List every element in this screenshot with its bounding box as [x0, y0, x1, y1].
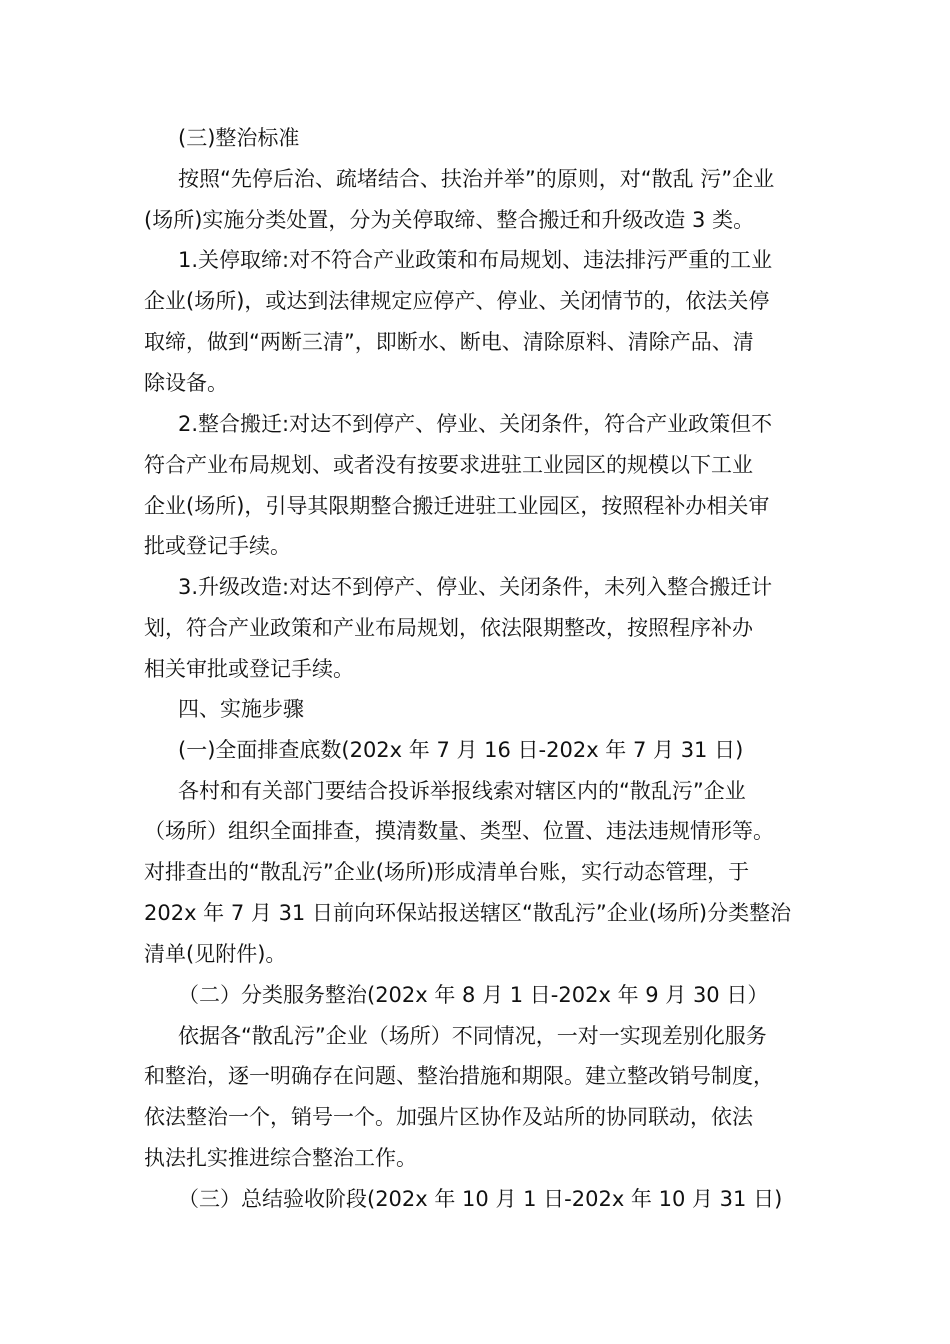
paragraph-line: 按照“先停后治、疏堵结合、扶治并举”的原则，对“散乱 污”企业 — [178, 167, 775, 191]
paragraph-line: 2.整合搬迁:对达不到停产、停业、关闭条件，符合产业政策但不 — [178, 412, 773, 436]
paragraph-line: 3.升级改造:对达不到停产、停业、关闭条件，未列入整合搬迁计 — [178, 575, 773, 599]
section-heading: (一)全面排查底数(202x 年 7 月 16 日-202x 年 7 月 31 日) — [178, 738, 744, 762]
paragraph-line: 取缔，做到“两断三清”，即断水、断电、清除原料、清除产品、清 — [144, 330, 754, 354]
section-heading: （三）总结验收阶段(202x 年 10 月 1 日-202x 年 10 月 31 日) — [178, 1187, 783, 1211]
paragraph-line: (场所)实施分类处置，分为关停取缔、整合搬迁和升级改造 3 类。 — [144, 208, 755, 232]
paragraph-line: 划，符合产业政策和产业布局规划，依法限期整改，按照程序补办 — [144, 616, 753, 640]
paragraph-line: 批或登记手续。 — [144, 534, 291, 558]
paragraph-line: 和整治，逐一明确存在问题、整治措施和期限。建立整改销号制度， — [144, 1064, 774, 1088]
paragraph-line: 202x 年 7 月 31 日前向环保站报送辖区“散乱污”企业(场所)分类整治 — [144, 901, 792, 925]
paragraph-line: 1.关停取缔:对不符合产业政策和布局规划、违法排污严重的工业 — [178, 248, 773, 272]
paragraph-line: 企业(场所)，引导其限期整合搬迁进驻工业园区，按照程补办相关审 — [144, 494, 770, 518]
paragraph-line: 依法整治一个，销号一个。加强片区协作及站所的协同联动，依法 — [144, 1105, 753, 1129]
paragraph-line: 相关审批或登记手续。 — [144, 657, 354, 681]
paragraph-line: 对排查出的“散乱污”企业(场所)形成清单台账，实行动态管理，于 — [144, 860, 750, 884]
paragraph-line: 除设备。 — [144, 371, 228, 395]
section-heading: 四、实施步骤 — [178, 697, 304, 721]
paragraph-line: 清单(见附件)。 — [144, 942, 287, 966]
paragraph-line: 执法扎实推进综合整治工作。 — [144, 1146, 417, 1170]
paragraph-line: 企业(场所)，或达到法律规定应停产、停业、关闭情节的，依法关停 — [144, 289, 770, 313]
paragraph-line: 符合产业布局规划、或者没有按要求进驻工业园区的规模以下工业 — [144, 453, 753, 477]
section-heading: (三)整治标准 — [178, 126, 300, 150]
paragraph-line: 各村和有关部门要结合投诉举报线索对辖区内的“散乱污”企业 — [178, 779, 746, 803]
paragraph-line: （场所）组织全面排查，摸清数量、类型、位置、违法违规情形等。 — [144, 819, 774, 843]
section-heading: （二）分类服务整治(202x 年 8 月 1 日-202x 年 9 月 30 日） — [178, 983, 769, 1007]
paragraph-line: 依据各“散乱污”企业（场所）不同情况，一对一实现差别化服务 — [178, 1024, 767, 1048]
